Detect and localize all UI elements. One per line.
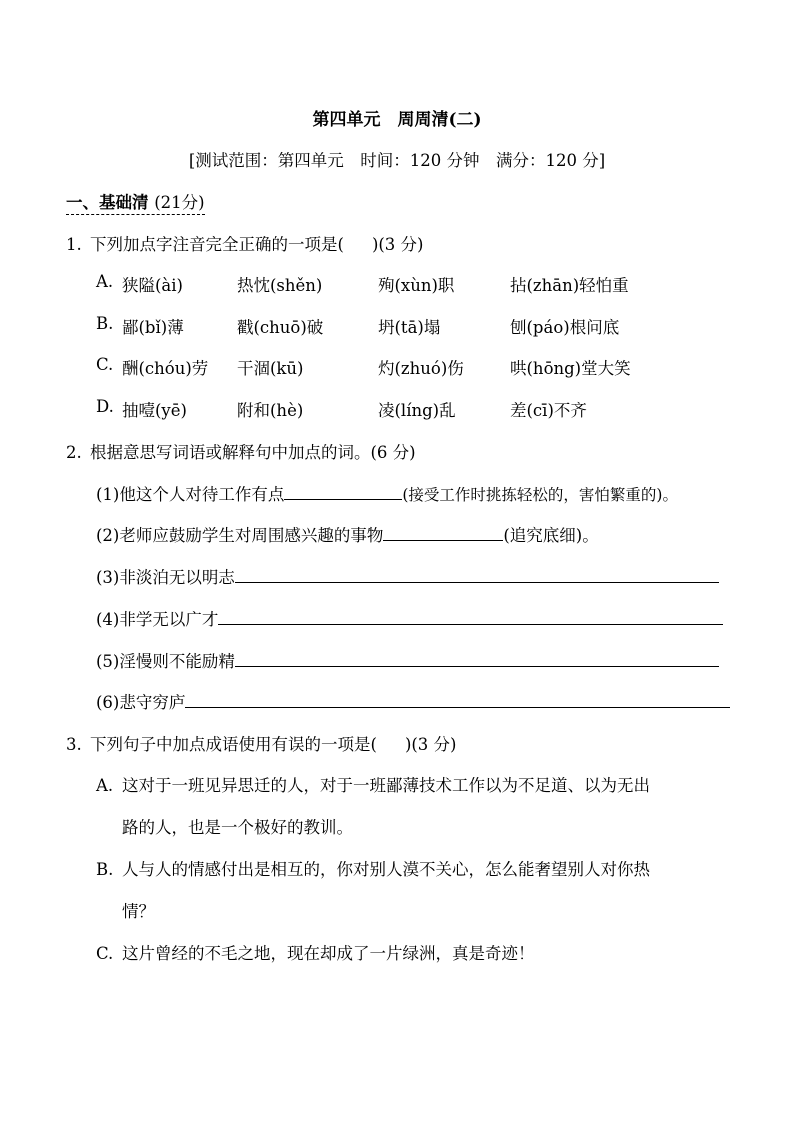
option-item: 凌(líng)乱 <box>378 401 456 420</box>
option-text-line1: 这对于一班见异思迁的人，对于一班鄙薄技术工作以为不足道、以为无出 <box>122 776 650 795</box>
sub-question-text: (3)非淡泊无以明志 <box>96 568 235 587</box>
option-letter: C. <box>96 355 114 374</box>
option-letter: C. <box>96 944 114 963</box>
option-item: 鄙(bǐ)薄 <box>122 318 184 337</box>
option-item: 热忱(shěn) <box>237 276 323 295</box>
question-number: 2. <box>66 443 82 462</box>
fill-blank[interactable] <box>235 564 719 583</box>
option-text-line2: 路的人，也是一个极好的教训。 <box>122 818 353 837</box>
sub-question-hint: (接受工作时挑拣轻松的，害怕繁重的)。 <box>402 486 678 504</box>
section-label: 一、基础清 <box>66 193 149 212</box>
q2-sub-4 <box>96 606 723 630</box>
sub-question-text: (4)非学无以广才 <box>96 610 219 629</box>
section-heading <box>66 189 205 215</box>
sub-question-text: (2)老师应鼓励学生对周围感兴趣的事物 <box>96 526 384 545</box>
section-points: (21分) <box>154 193 205 212</box>
test-scope: [测试范围：第四单元 时间：120 分钟 满分：120 分] <box>188 151 606 170</box>
option-item: 戳(chuō)破 <box>237 318 324 337</box>
q3-option-c[interactable] <box>96 940 535 964</box>
question-number: 3. <box>66 735 82 754</box>
sub-question-text: (6)悲守穷庐 <box>96 693 186 712</box>
option-letter: B. <box>96 860 114 879</box>
option-item: 附和(hè) <box>237 401 304 420</box>
q2-sub-6 <box>96 689 730 713</box>
fill-blank[interactable] <box>284 481 402 500</box>
option-text-line1: 人与人的情感付出是相互的，你对别人漠不关心，怎么能奢望别人对你热 <box>122 860 650 879</box>
question-number: 1. <box>66 235 82 254</box>
question-2-stem <box>66 439 416 463</box>
q3-option-b-cont <box>122 898 155 922</box>
option-item: 狭隘(ài) <box>122 276 183 295</box>
option-letter: B. <box>96 314 114 333</box>
fill-blank[interactable] <box>185 689 730 708</box>
sub-question-text: (5)淫慢则不能励精 <box>96 652 235 671</box>
option-item: 哄(hōng)堂大笑 <box>510 359 631 378</box>
option-item: 差(cī)不齐 <box>510 401 587 420</box>
option-item: 刨(páo)根问底 <box>510 318 620 337</box>
option-item: 拈(zhān)轻怕重 <box>510 276 629 295</box>
option-text-line1: 这片曾经的不毛之地，现在却成了一片绿洲，真是奇迹！ <box>122 944 535 963</box>
option-item: 抽噎(yē) <box>122 401 187 420</box>
option-item: 殉(xùn)职 <box>378 276 455 295</box>
question-points: )(3 分) <box>404 735 457 754</box>
fill-blank[interactable] <box>383 522 503 541</box>
q3-option-b[interactable] <box>96 856 650 880</box>
option-letter: A. <box>96 272 114 291</box>
question-1-stem <box>66 231 424 255</box>
question-3-stem <box>66 731 457 755</box>
page-title: 第四单元 周周清(二) <box>312 110 482 130</box>
option-item: 干涸(kū) <box>237 359 304 378</box>
option-item: 酬(chóu)劳 <box>122 359 209 378</box>
q3-option-a-cont <box>122 814 353 838</box>
question-text: 根据意思写词语或解释句中加点的词。(6 分) <box>90 443 416 462</box>
sub-question-text: (1)他这个人对待工作有点 <box>96 485 285 504</box>
option-item: 灼(zhuó)伤 <box>378 359 464 378</box>
option-letter: D. <box>96 397 114 416</box>
q2-sub-3 <box>96 564 719 588</box>
q2-sub-5 <box>96 648 719 672</box>
question-points: )(3 分) <box>371 235 424 254</box>
fill-blank[interactable] <box>235 648 719 667</box>
sub-question-hint: (追究底细)。 <box>503 526 599 545</box>
option-item: 坍(tā)塌 <box>378 318 441 337</box>
q3-option-a[interactable] <box>96 772 650 796</box>
fill-blank[interactable] <box>218 606 723 625</box>
option-text-line2: 情？ <box>122 902 155 921</box>
question-text: 下列句子中加点成语使用有误的一项是( <box>90 735 377 754</box>
question-text: 下列加点字注音完全正确的一项是( <box>90 235 344 254</box>
option-letter: A. <box>96 776 114 795</box>
q2-sub-2 <box>96 522 599 546</box>
q2-sub-1 <box>96 481 678 505</box>
